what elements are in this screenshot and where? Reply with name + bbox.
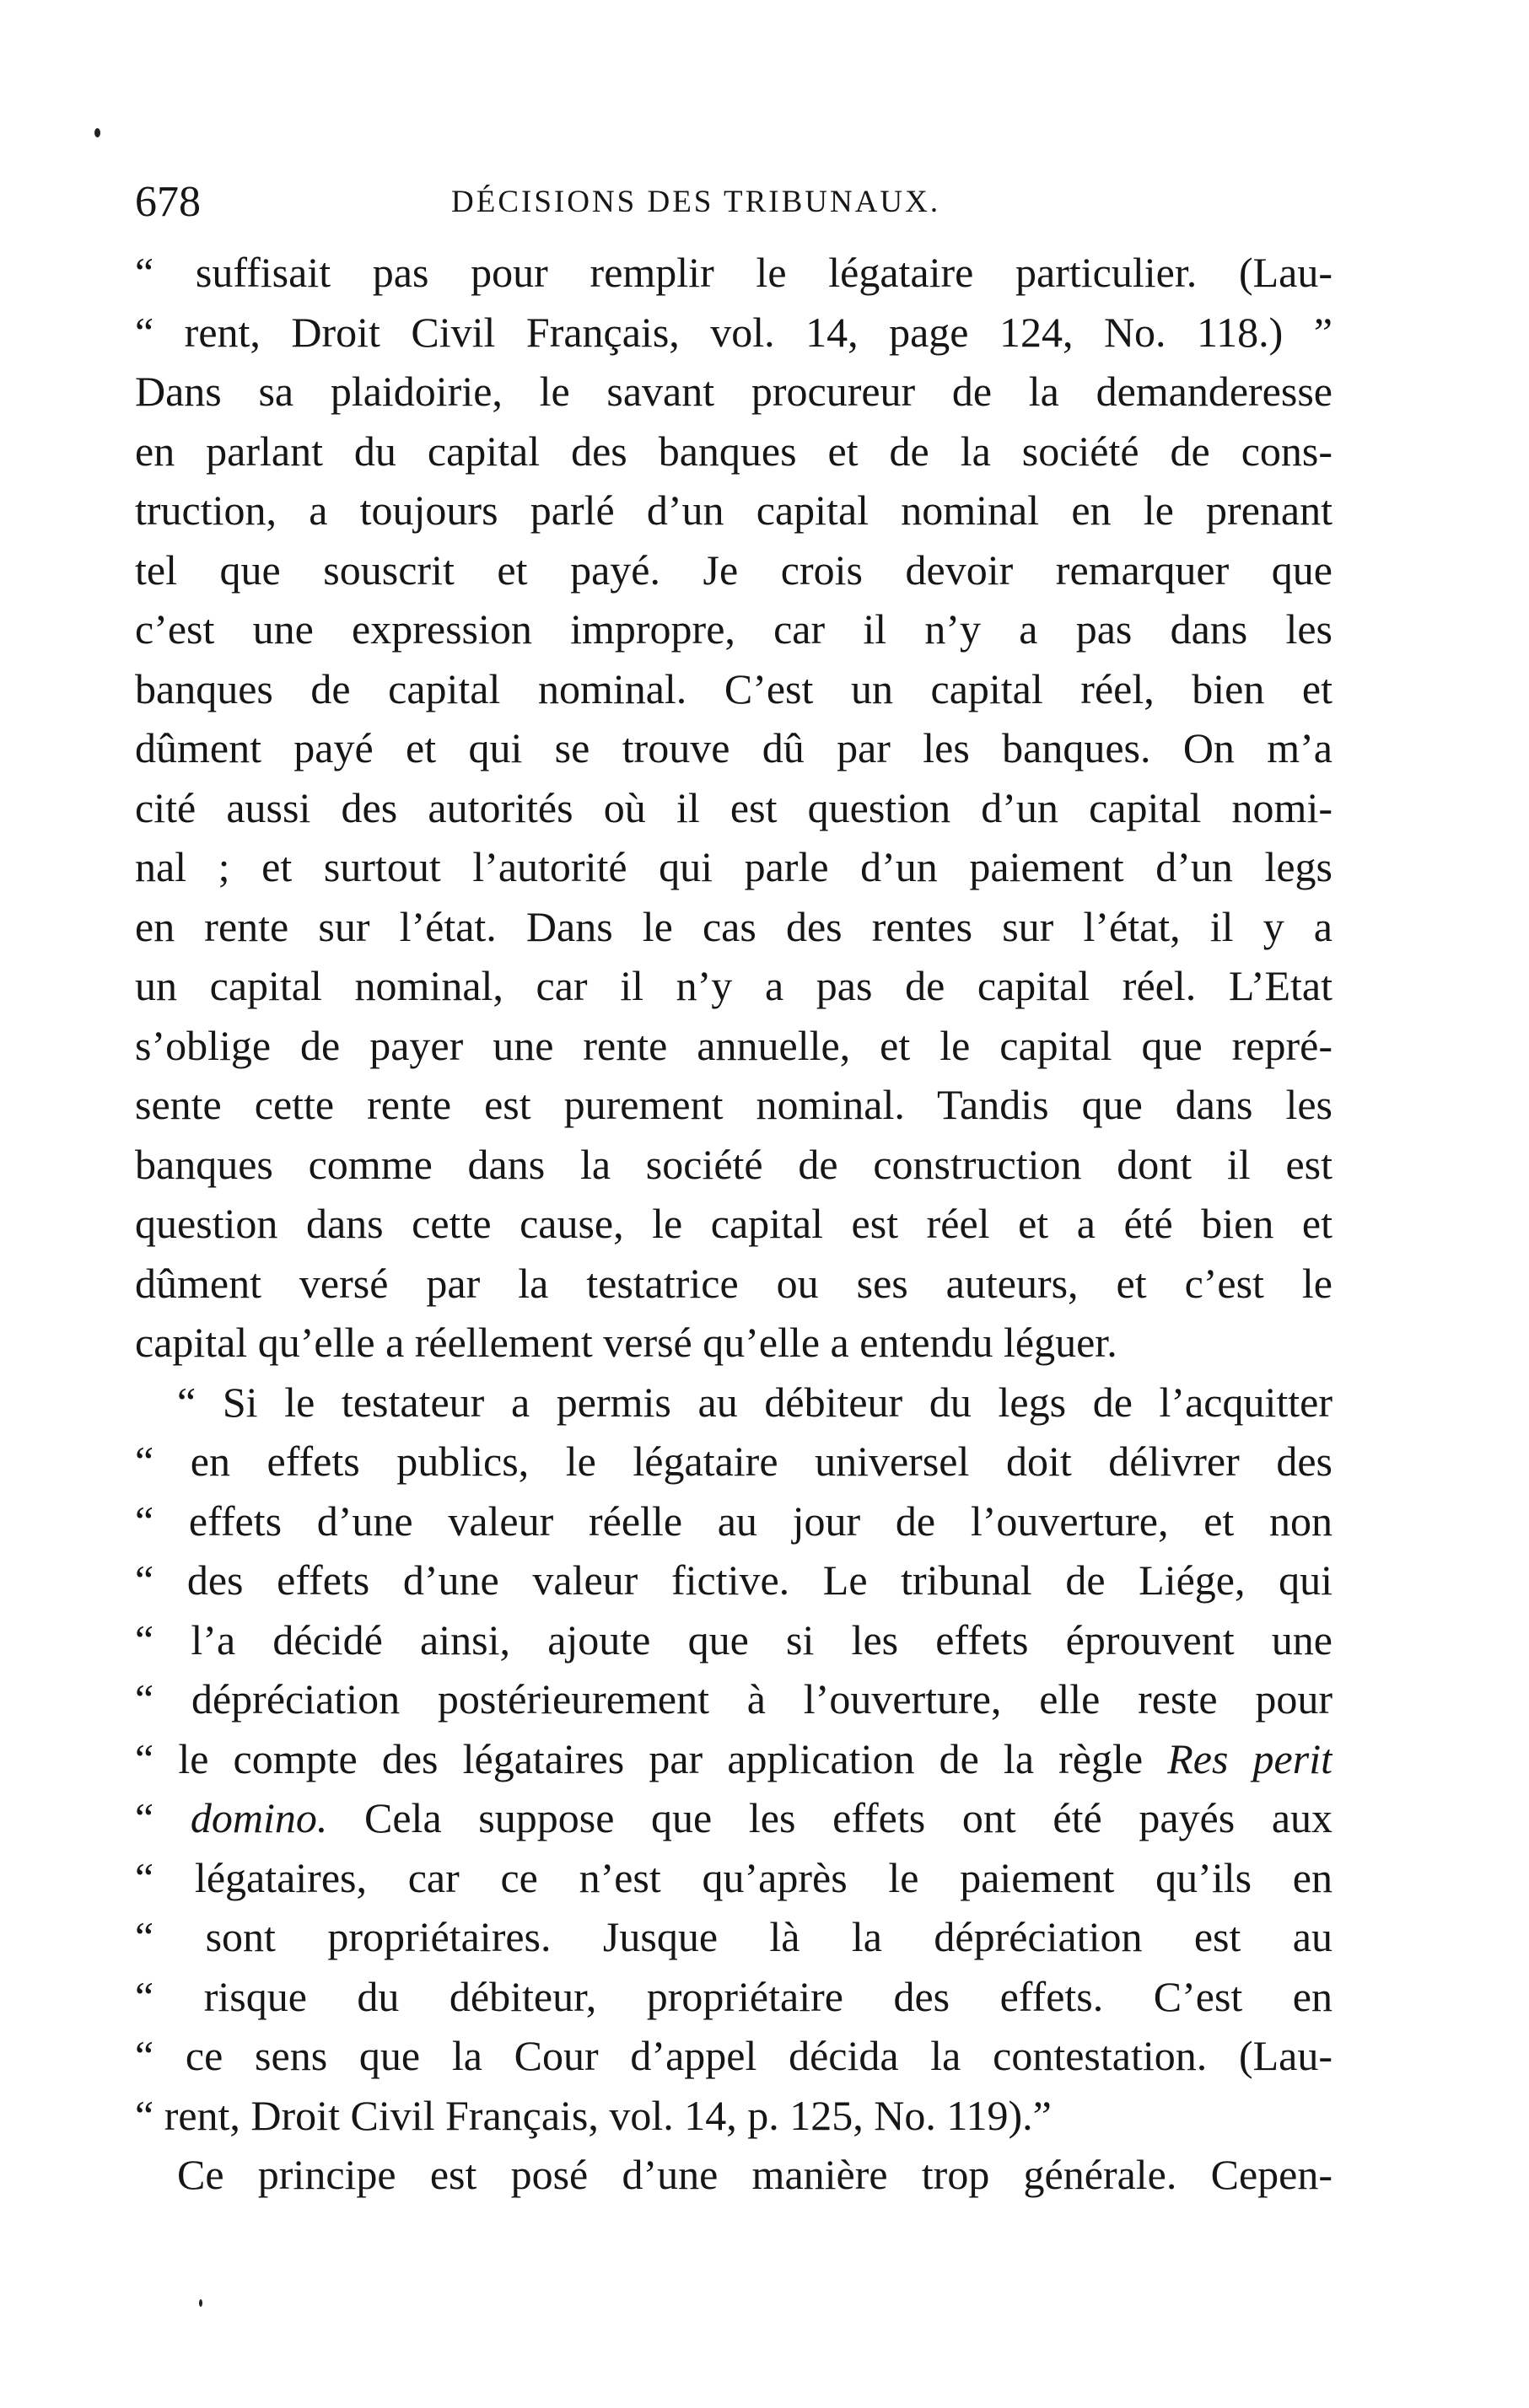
text-line: dûment versé par la testatrice ou ses auteurs, et c’est le: [135, 1259, 1332, 1307]
text-line: nal ; et surtout l’autorité qui parle d’un paiement d’un legs: [135, 843, 1332, 890]
page-number: 678: [135, 178, 201, 226]
text-line: dûment payé et qui se trouve dû par les banques. On m’a: [135, 724, 1332, 771]
text-line: un capital nominal, car il n’y a pas de capital réel. L’Etat: [135, 962, 1332, 1009]
text-segment: Cela suppose que les effets ont été payés aux: [364, 1794, 1332, 1841]
text-line: truction, a toujours parlé d’un capital nominal en le prenant: [135, 486, 1332, 534]
text-line: cité aussi des autorités où il est question d’un capital nomi-: [135, 783, 1332, 831]
text-line: “ risque du débiteur, propriétaire des effets. C’est en: [135, 1972, 1332, 2020]
text-line: “ en effets publics, le légataire universel doit délivrer des: [135, 1438, 1332, 1485]
text-line: en parlant du capital des banques et de la société de cons-: [135, 427, 1332, 475]
text-line: “ suffisait pas pour remplir le légataire particulier. (Lau-: [135, 249, 1332, 296]
text-line: question dans cette cause, le capital est réel et a été bien et: [135, 1200, 1332, 1247]
text-line-with-italic: [135, 1788, 1332, 1848]
text-line: “ dépréciation postérieurement à l’ouverture, elle reste pour: [135, 1675, 1332, 1723]
text-line: “ rent, Droit Civil Français, vol. 14, p. 125, No. 119).”: [135, 2091, 1052, 2139]
page-header: [135, 173, 1332, 232]
scan-speck: [199, 2299, 202, 2307]
scan-speck: [94, 128, 100, 137]
text-line: sente cette rente est purement nominal. Tandis que dans les: [135, 1081, 1332, 1128]
text-line: “ des effets d’une valeur fictive. Le tribunal de Liége, qui: [135, 1556, 1332, 1604]
text-line: “ sont propriétaires. Jusque là la dépréciation est au: [135, 1913, 1332, 1960]
text-line: banques de capital nominal. C’est un capital réel, bien et: [135, 664, 1332, 712]
text-line: “ l’a décidé ainsi, ajoute que si les effets éprouvent une: [135, 1615, 1332, 1664]
text-line: Dans sa plaidoirie, le savant procureur de la demanderesse: [135, 368, 1332, 415]
text-line: banques comme dans la société de construction dont il est: [135, 1140, 1332, 1188]
text-line: “ rent, Droit Civil Français, vol. 14, page 124, No. 118.) ”: [135, 308, 1332, 356]
text-line: tel que souscrit et payé. Je crois devoir remarquer que: [135, 546, 1332, 594]
text-segment: “ le compte des légataires par application de la règle: [135, 1734, 1144, 1782]
text-line: en rente sur l’état. Dans le cas des rentes sur l’état, il y a: [135, 902, 1332, 950]
text-line: “ Si le testateur a permis au débiteur du legs de l’acquitter: [177, 1378, 1332, 1426]
text-line: “ légataires, car ce n’est qu’après le paiement qu’ils en: [135, 1853, 1332, 1901]
text-segment: “: [135, 1794, 154, 1841]
text-line: c’est une expression impropre, car il n’y a pas dans les: [135, 605, 1332, 653]
text-line: capital qu’elle a réellement versé qu’elle a entendu léguer.: [135, 1319, 1117, 1366]
text-line: Ce principe est posé d’une manière trop générale. Cepen-: [177, 2151, 1332, 2198]
running-title: DÉCISIONS DES TRIBUNAUX.: [451, 185, 941, 219]
text-line: s’oblige de payer une rente annuelle, et le capital que repré-: [135, 1021, 1332, 1069]
text-line-with-italic: [135, 1729, 1332, 1789]
text-line: “ effets d’une valeur réelle au jour de l’ouverture, et non: [135, 1497, 1332, 1545]
body-text: [135, 243, 1332, 2205]
italic-phrase: domino.: [190, 1794, 328, 1841]
italic-phrase: Res perit: [1167, 1734, 1332, 1782]
text-line: “ ce sens que la Cour d’appel décida la contestation. (Lau-: [135, 2032, 1332, 2079]
